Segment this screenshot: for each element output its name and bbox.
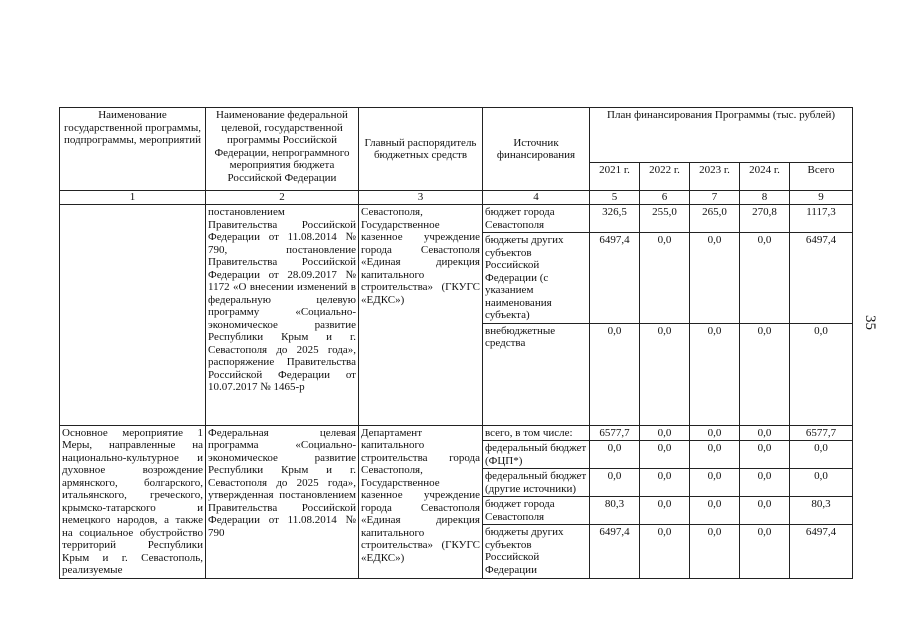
value-cell: 0,0 (740, 233, 790, 324)
value-cell: 0,0 (590, 323, 640, 425)
header-year-2024: 2024 г. (740, 163, 790, 191)
value-cell: 326,5 (590, 205, 640, 233)
table-row (60, 205, 853, 233)
column-number: 2 (206, 191, 359, 205)
value-cell: 0,0 (590, 441, 640, 469)
funding-source-cell: всего, в том числе: (483, 425, 590, 441)
header-financing-plan: План финансирования Программы (тыс. рублей) (590, 108, 853, 163)
value-cell: 265,0 (690, 205, 740, 233)
funding-source-cell: бюджеты других субъектов Российской Федерации (483, 525, 590, 578)
table-row (60, 425, 853, 441)
header-year-2022: 2022 г. (640, 163, 690, 191)
value-cell: 0,0 (740, 425, 790, 441)
value-cell: 0,0 (690, 497, 740, 525)
funding-source-cell: бюджет города Севастополя (483, 205, 590, 233)
total-cell: 1117,3 (790, 205, 853, 233)
header-year-2023: 2023 г. (690, 163, 740, 191)
value-cell: 6497,4 (590, 525, 640, 578)
value-cell: 0,0 (740, 525, 790, 578)
value-cell: 80,3 (590, 497, 640, 525)
funding-source-cell: федеральный бюджет (ФЦП*) (483, 441, 590, 469)
value-cell: 255,0 (640, 205, 690, 233)
financing-table (59, 107, 853, 579)
value-cell: 0,0 (740, 497, 790, 525)
header-budget-holder: Главный распорядитель бюджетных средств (359, 108, 483, 191)
value-cell: 0,0 (690, 525, 740, 578)
column-number: 4 (483, 191, 590, 205)
column-number: 5 (590, 191, 640, 205)
value-cell: 0,0 (740, 469, 790, 497)
header-total: Всего (790, 163, 853, 191)
budget-holder-cell: Департамент капитального строительства города Севастополя, Государственное казенное учреждение города Севастополя «Единая дирекция капитального строительства» (ГКУГС «ЕДКС») (359, 425, 483, 578)
federal-program-cell: постановлением Правительства Российской Федерации от 11.08.2014 № 790, постановление Правительства Российской Федерации от 28.09.2017 № 1172 «О внесении изменений в федеральную целевую программу «Социально-экономическое развитие Республики Крым и г. Севастополя до 2025 года», распоряжение Правительства Российской Федерации от 10.07.2017 № 1465-р (206, 205, 359, 426)
value-cell: 0,0 (640, 323, 690, 425)
budget-holder-cell: Севастополя, Государственное казенное учреждение города Севастополя «Единая дирекция капитального строительства» (ГКУГС «ЕДКС») (359, 205, 483, 426)
total-cell: 0,0 (790, 469, 853, 497)
value-cell: 0,0 (640, 469, 690, 497)
header-year-2021: 2021 г. (590, 163, 640, 191)
funding-source-cell: федеральный бюджет (другие источники) (483, 469, 590, 497)
total-cell: 6497,4 (790, 233, 853, 324)
value-cell: 0,0 (640, 425, 690, 441)
value-cell: 0,0 (690, 425, 740, 441)
value-cell: 0,0 (640, 525, 690, 578)
value-cell: 6497,4 (590, 233, 640, 324)
header-program-name: Наименование государственной программы, подпрограммы, мероприятий (60, 108, 206, 191)
value-cell: 0,0 (690, 469, 740, 497)
total-cell: 80,3 (790, 497, 853, 525)
value-cell: 0,0 (640, 497, 690, 525)
column-number: 6 (640, 191, 690, 205)
value-cell: 0,0 (740, 441, 790, 469)
column-numbers-row (60, 191, 853, 205)
value-cell: 0,0 (640, 233, 690, 324)
total-cell: 6497,4 (790, 525, 853, 578)
header-funding-source: Источник финансирования (483, 108, 590, 191)
funding-source-cell: внебюджетные средства (483, 323, 590, 425)
value-cell: 0,0 (690, 323, 740, 425)
value-cell: 0,0 (590, 469, 640, 497)
header-federal-program: Наименование федеральной целевой, государственной программы Российской Федерации, непрограммного мероприятия бюджета Российской Федерации (206, 108, 359, 191)
program-name-cell (60, 205, 206, 426)
column-number: 8 (740, 191, 790, 205)
column-number: 1 (60, 191, 206, 205)
total-cell: 6577,7 (790, 425, 853, 441)
column-number: 3 (359, 191, 483, 205)
total-cell: 0,0 (790, 441, 853, 469)
funding-source-cell: бюджет города Севастополя (483, 497, 590, 525)
page-number: 35 (862, 315, 878, 330)
value-cell: 0,0 (690, 441, 740, 469)
value-cell: 0,0 (690, 233, 740, 324)
program-name-cell: Основное мероприятие 1 Меры, направленные на национально-культурное и духовное возрождение армянского, болгарского, итальянского, греческого, крымско-татарского и немецкого народов, а также на социальное обустройство территорий Республики Крым и г. Севастополь, реализуемые (60, 425, 206, 578)
column-number: 7 (690, 191, 740, 205)
column-number: 9 (790, 191, 853, 205)
total-cell: 0,0 (790, 323, 853, 425)
value-cell: 6577,7 (590, 425, 640, 441)
value-cell: 270,8 (740, 205, 790, 233)
funding-source-cell: бюджеты других субъектов Российской Федерации (с указанием наименования субъекта) (483, 233, 590, 324)
value-cell: 0,0 (640, 441, 690, 469)
value-cell: 0,0 (740, 323, 790, 425)
federal-program-cell: Федеральная целевая программа «Социально-экономическое развитие Республики Крым и г. Севастополя до 2025 года», утвержденная постановлением Правительства Российской Федерации от 11.08.2014 № 790 (206, 425, 359, 578)
